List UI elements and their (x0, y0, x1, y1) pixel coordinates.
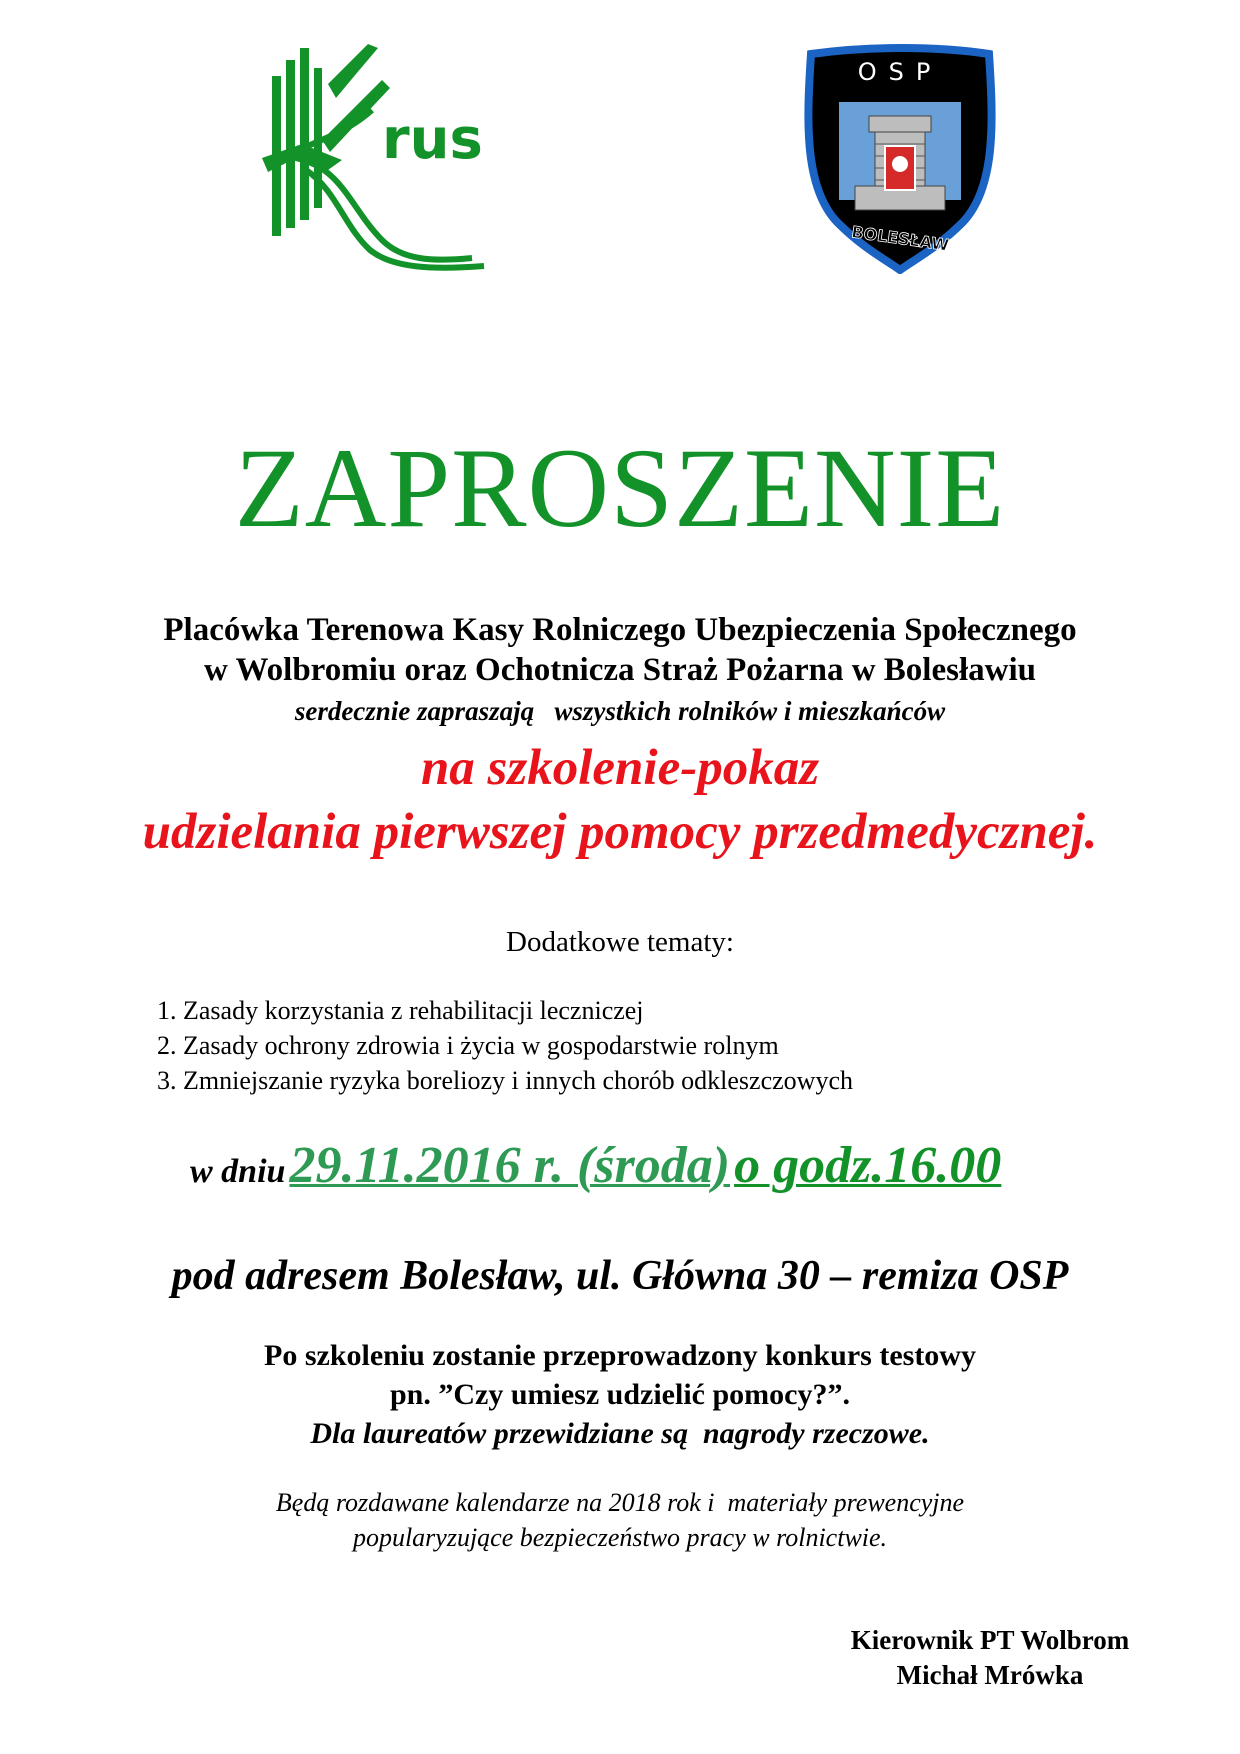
organizers-line-1: Placówka Terenowa Kasy Rolniczego Ubezpieczenia Społecznego (163, 612, 1077, 648)
event-date: 29.11.2016 r. (środa) (289, 1137, 731, 1194)
topic-item: 1. Zasady korzystania z rehabilitacji leczniczej (157, 996, 644, 1025)
contest-line-3: Dla laureatów przewidziane są nagrody rzeczowe. (310, 1417, 930, 1450)
topic-item: 2. Zasady ochrony zdrowia i życia w gospodarstwie rolnym (157, 1031, 779, 1060)
date-prefix: w dniu (190, 1153, 286, 1190)
invite-line: serdecznie zapraszają wszystkich rolników i mieszkańców (294, 696, 946, 726)
contest-line-2: pn. ”Czy umiesz udzielić pomocy?”. (390, 1378, 850, 1411)
event-date-line (190, 1136, 1190, 1208)
organizers-line-2: w Wolbromiu oraz Ochotnicza Straż Pożarna w Bolesławiu (204, 652, 1036, 688)
calendars-line-1: Będą rozdawane kalendarze na 2018 rok i materiały prewencyjne (275, 1488, 965, 1517)
signature-role: Kierownik PT Wolbrom (850, 1625, 1130, 1655)
contest-line-1: Po szkoleniu zostanie przeprowadzony konkurs testowy (264, 1339, 976, 1372)
extra-topics-heading: Dodatkowe tematy: (506, 926, 734, 958)
svg-text:OSP: OSP (857, 58, 943, 86)
signature-name: Michał Mrówka (896, 1660, 1084, 1690)
osp-badge-logo (797, 36, 1003, 274)
event-time: o godz.16.00 (734, 1137, 1002, 1194)
svg-text:rus: rus (382, 107, 483, 172)
page-title: ZAPROSZENIE (234, 426, 1006, 551)
svg-text:BOLESŁAW: BOLESŁAW (850, 222, 951, 255)
event-line-1: na szkolenie-pokaz (420, 740, 820, 796)
topics-list (157, 993, 1057, 1098)
event-address: pod adresem Bolesław, ul. Główna 30 – remiza OSP (171, 1253, 1069, 1299)
event-line-2: udzielania pierwszej pomocy przedmedycznej. (142, 804, 1098, 860)
krus-logo (232, 40, 494, 278)
topic-item: 3. Zmniejszanie ryzyka boreliozy i innych chorób odkleszczowych (157, 1066, 853, 1095)
calendars-line-2: popularyzujące bezpieczeństwo pracy w rolnictwie. (352, 1523, 888, 1552)
